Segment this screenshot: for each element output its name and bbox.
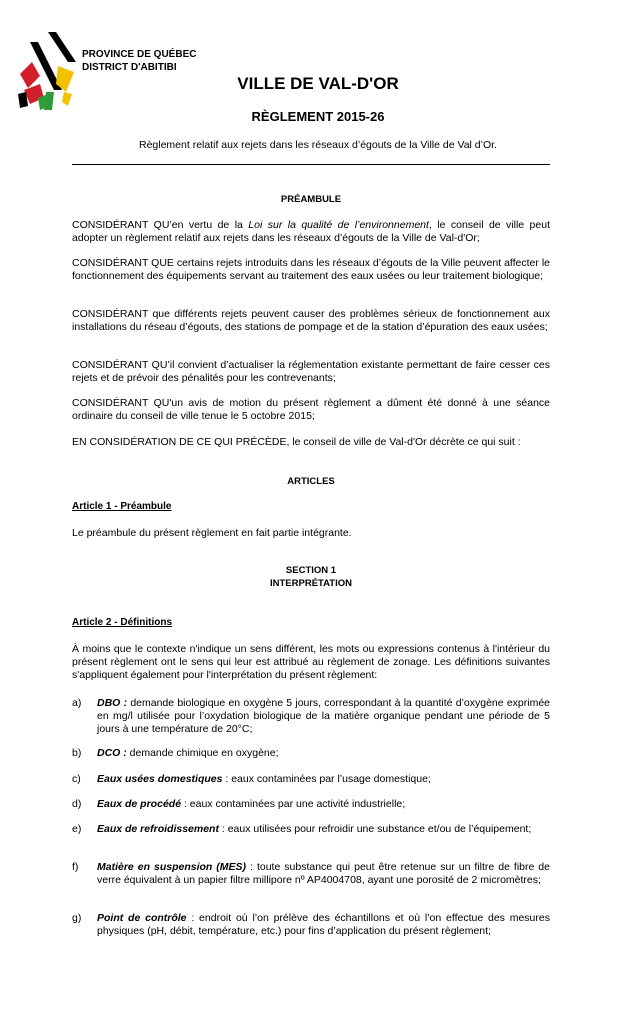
section-title: INTERPRÉTATION: [270, 578, 352, 589]
definition-text: : eaux contaminées par l’usage domestique;: [222, 773, 431, 785]
document-subtitle: Règlement relatif aux rejets dans les réseaux d’égouts de la Ville de Val d’Or.: [139, 139, 497, 151]
reglement-number: RÈGLEMENT 2015-26: [251, 109, 385, 124]
preambule-paragraph-1: CONSIDÉRANT QU’en vertu de la Loi sur la qualité de l’environnement, le conseil de ville peut adopter un règlement relatif aux rejets dans les réseaux d’égouts de la Ville de Val-d'Or;: [72, 219, 550, 244]
definition-label: e): [72, 823, 82, 835]
definition-term: DCO :: [97, 747, 127, 759]
document-title: VILLE DE VAL-D'OR: [237, 74, 399, 93]
preambule-paragraph-6: EN CONSIDÉRATION DE CE QUI PRÉCÈDE, le conseil de ville de Val-d'Or décrète ce qui suit :: [72, 436, 521, 448]
definition-label: g): [72, 912, 82, 924]
definition-term: DBO :: [97, 697, 128, 709]
preambule-paragraph-3: CONSIDÉRANT que différents rejets peuvent causer des problèmes sérieux de fonctionnement aux installations du réseau d’égouts, des stations de pompage et de la station d’épuration des eaux usées;: [72, 308, 550, 333]
definition-term: Eaux de refroidissement: [97, 823, 219, 835]
definition-term: Eaux usées domestiques: [97, 773, 223, 785]
province-district: [82, 48, 196, 74]
definition-term: Matière en suspension (MES): [97, 861, 247, 873]
definition-text: : endroit où l’on prélève des échantillons et où l’on effectue des mesures physiques (pH, débit, température, etc.) pour fins d’application du présent règlement;: [97, 912, 550, 937]
preambule-paragraph-4: CONSIDÉRANT QU’il convient d’actualiser la réglementation existante permettant de faire cesser ces rejets et de prévoir des pénalités pour les contrevenants;: [72, 359, 550, 384]
province-label: PROVINCE DE QUÉBEC: [82, 49, 197, 60]
article-1-title: Article 1 - Préambule: [72, 501, 172, 512]
city-logo: [18, 32, 78, 114]
preambule-heading: PRÉAMBULE: [280, 194, 342, 205]
article-1-text: Le préambule du présent règlement en fait partie intégrante.: [72, 527, 352, 539]
section-number: SECTION 1: [285, 565, 337, 576]
preambule-paragraph-2: CONSIDÉRANT QUE certains rejets introduits dans les réseaux d’égouts de la Ville peuvent affecter le fonctionnement des équipements servant au traitement des eaux usées ou leur traitement biologique;: [72, 257, 550, 282]
definition-text: demande chimique en oxygène;: [126, 747, 279, 759]
article-2-intro: À moins que le contexte n'indique un sens différent, les mots ou expressions contenus à l'intérieur du présent règlement ont le sens qui leur est attribué au règlement de zonage. Les définitions suivantes s'appliquent également pour l'interprétation du présent règlement:: [72, 643, 550, 681]
definition-label: a): [72, 697, 82, 709]
definition-text: : toute substance qui peut être retenue sur un filtre de fibre de verre équivalent à un papier filtre millipore nº AP4004708, ayant une porosité de 2 micromètres;: [97, 861, 550, 886]
article-2-title: Article 2 - Définitions: [72, 617, 173, 628]
definition-text: demande biologique en oxygène 5 jours, correspondant à la quantité d’oxygène exprimée en mg/l utilisée pour l’oxydation biologique de la matière organique pendant une période de 5 jours à une température de 20°C;: [97, 697, 551, 735]
definition-label: f): [72, 861, 79, 873]
definition-term: Point de contrôle: [97, 912, 187, 924]
preambule-paragraph-5: CONSIDÉRANT QU'un avis de motion du présent règlement a dûment été donné à une séance ordinaire du conseil de ville tenue le 5 octobre 2015;: [72, 397, 550, 422]
header-divider: [72, 164, 550, 165]
section-heading: [72, 564, 550, 590]
definition-text: : eaux contaminées par une activité industrielle;: [181, 798, 406, 810]
definition-label: d): [72, 798, 82, 810]
definition-text: : eaux utilisées pour refroidir une substance et/ou de l’équipement;: [218, 823, 532, 835]
definition-term: Eaux de procédé: [97, 798, 182, 810]
articles-heading: ARTICLES: [287, 476, 335, 487]
definition-label: c): [72, 773, 81, 785]
district-label: DISTRICT D'ABITIBI: [82, 62, 177, 73]
definition-label: b): [72, 747, 82, 759]
